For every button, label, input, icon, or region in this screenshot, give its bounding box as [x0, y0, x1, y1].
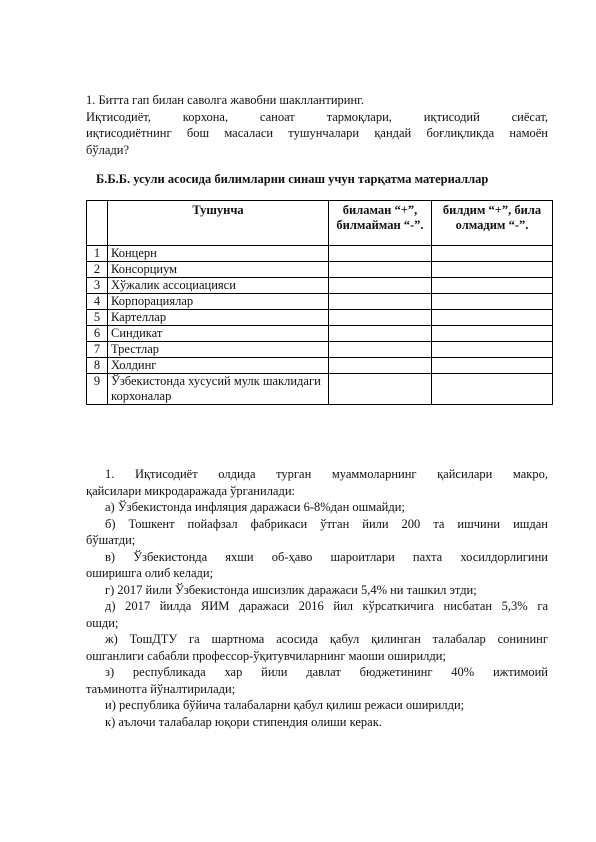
row-term: Холдинг — [108, 358, 329, 374]
know-cell — [329, 358, 432, 374]
table-row — [87, 342, 553, 358]
learned-cell — [432, 374, 553, 405]
task-intro-line: қайсилари микродаражада ўрганилади: — [86, 483, 295, 498]
learned-cell — [432, 294, 553, 310]
know-cell — [329, 262, 432, 278]
table-title: Б.Б.Б. усули асосида билимларни синаш учун тарқатма материаллар — [96, 172, 489, 186]
learned-cell — [432, 278, 553, 294]
learned-cell — [432, 342, 553, 358]
learned-cell — [432, 326, 553, 342]
question-line: бўлади? — [86, 142, 129, 157]
task-item-b: б) Тошкент пойафзал фабрикаси ўтган йили 200 та ишчини ишдан — [105, 516, 548, 531]
learned-cell — [432, 262, 553, 278]
learned-cell — [432, 310, 553, 326]
question-line: Иқтисодиёт, корхона, саноат тармоқлари, иқтисодий сиёсат, — [86, 109, 548, 124]
header-know: биламан “+”, билмайман “-”. — [329, 201, 432, 246]
table-row — [87, 278, 553, 294]
bbb-table — [86, 200, 553, 405]
know-cell — [329, 246, 432, 262]
row-number: 5 — [87, 310, 108, 326]
table-row — [87, 294, 553, 310]
table-row — [87, 262, 553, 278]
header-term: Тушунча — [108, 201, 329, 246]
row-number: 6 — [87, 326, 108, 342]
table-row — [87, 310, 553, 326]
task-item-d: д) 2017 йилда ЯИМ даражаси 2016 йил кўрсаткичига нисбатан 5,3% га — [105, 599, 548, 613]
table-row — [87, 374, 553, 405]
task-item-zh: ж) ТошДТУ га шартнома асосида қабул қилинган талабалар сонининг — [105, 632, 548, 646]
know-cell — [329, 278, 432, 294]
table-header-row — [87, 201, 553, 246]
know-cell — [329, 342, 432, 358]
row-number: 2 — [87, 262, 108, 278]
task-item-b-cont: бўшатди; — [86, 533, 136, 547]
row-term: Корпорациялар — [108, 294, 329, 310]
row-term: Картеллар — [108, 310, 329, 326]
task-item-v-cont: оширишга олиб келади; — [86, 566, 214, 580]
header-learned: билдим “+”, била олмадим “-”. — [432, 201, 553, 246]
know-cell — [329, 326, 432, 342]
learned-cell — [432, 246, 553, 262]
task-item-k: к) аълочи талабалар юқори стипендия олиши керак. — [105, 714, 382, 729]
row-number: 3 — [87, 278, 108, 294]
task-intro-line: 1. Иқтисодиёт олдида турган муаммоларнинг қайсилари макро, — [105, 467, 548, 481]
row-number: 7 — [87, 342, 108, 358]
task-item-i: и) республика бўйича талабаларни қабул қилиш режаси оширилди; — [105, 698, 465, 712]
task-item-d-cont: ошди; — [86, 615, 119, 630]
table-row — [87, 326, 553, 342]
task-item-z: з) республикада хар йили давлат бюджетининг 40% ижтимоий — [105, 665, 548, 679]
task-item-z-cont: таъминотга йўналтирилади; — [86, 681, 236, 696]
row-number: 4 — [87, 294, 108, 310]
know-cell — [329, 294, 432, 310]
table-row — [87, 246, 553, 262]
row-number: 8 — [87, 358, 108, 374]
row-term: Трестлар — [108, 342, 329, 358]
question-lead: 1. Битта гап билан саволга жавобни шакллантиринг. — [86, 93, 364, 107]
task-block — [86, 466, 548, 730]
learned-cell — [432, 358, 553, 374]
row-term: Концерн — [108, 246, 329, 262]
row-term: Синдикат — [108, 326, 329, 342]
question-block — [86, 92, 548, 158]
row-number: 9 — [87, 374, 108, 405]
row-term: Консорциум — [108, 262, 329, 278]
task-item-a: а) Ўзбекистонда инфляция даражаси 6-8%дан ошмайди; — [105, 500, 405, 514]
row-number: 1 — [87, 246, 108, 262]
question-line: иқтисодиётнинг бош масаласи тушунчалари қандай боғлиқликда намоён — [86, 126, 548, 140]
know-cell — [329, 374, 432, 405]
task-item-g: г) 2017 йили Ўзбекистонда ишсизлик даражаси 5,4% ни ташкил этди; — [105, 582, 477, 597]
know-cell — [329, 310, 432, 326]
row-term: Хўжалик ассоциацияси — [108, 278, 329, 294]
task-item-v: в) Ўзбекистонда яхши об-ҳаво шароитлари пахта хосилдорлигини — [105, 549, 548, 564]
header-number-cell — [87, 201, 108, 246]
task-item-zh-cont: ошганлиги сабабли профессор-ўқитувчиларнинг маоши оширилди; — [86, 648, 446, 663]
row-term: Ўзбекистонда хусусий мулк шаклидаги корхоналар — [108, 374, 329, 405]
table-row — [87, 358, 553, 374]
